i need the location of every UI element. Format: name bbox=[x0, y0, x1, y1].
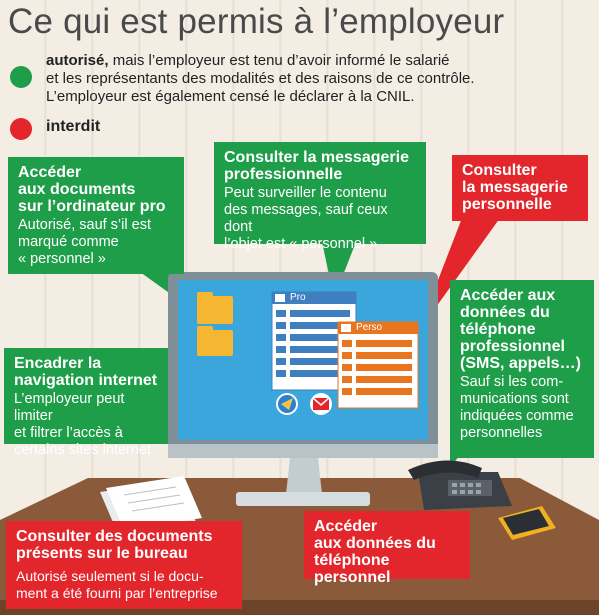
callout-heading: la messagerie bbox=[462, 179, 568, 196]
callout-heading: (SMS, appels…) bbox=[460, 355, 581, 372]
callout-heading: Consulter la messagerie bbox=[224, 149, 409, 166]
callout-heading: professionnelle bbox=[224, 166, 343, 183]
page-title: Ce qui est permis à l’employeur bbox=[8, 2, 505, 41]
callout-messagerie-perso bbox=[452, 155, 588, 221]
legend-forbidden: interdit bbox=[46, 118, 101, 135]
callout-documents-ordinateur bbox=[8, 157, 184, 274]
callout-telephone-pro bbox=[450, 280, 594, 458]
callout-heading: aux données du bbox=[314, 535, 436, 552]
callout-body: Autorisé, sauf s’il est bbox=[18, 217, 151, 233]
window-pro-title: Pro bbox=[290, 292, 306, 303]
callout-body: l’objet est « personnel » bbox=[224, 236, 378, 252]
callout-heading: aux documents bbox=[18, 181, 136, 198]
callout-heading: Consulter des documents bbox=[16, 528, 213, 545]
browser-icon bbox=[276, 393, 298, 415]
callout-heading: Accéder bbox=[314, 518, 378, 535]
mail-icon bbox=[310, 393, 332, 415]
callout-body: Sauf si les com- bbox=[460, 374, 564, 390]
callout-navigation-internet bbox=[4, 348, 168, 458]
callout-heading: téléphone bbox=[460, 321, 536, 338]
monitor-base bbox=[236, 492, 370, 506]
callout-body: Peut surveiller le contenu bbox=[224, 185, 387, 201]
monitor-stand bbox=[286, 458, 322, 494]
callout-heading: présents sur le bureau bbox=[16, 545, 188, 562]
callout-heading: données du bbox=[460, 304, 550, 321]
legend-authorized-line2: et les représentants des modalités et des raisons de ce contrôle. bbox=[46, 70, 475, 87]
callout-body: personnelles bbox=[460, 425, 543, 441]
legend-authorized-line3: L’employeur est également censé le déclarer à la CNIL. bbox=[46, 88, 415, 105]
callout-messagerie-pro bbox=[214, 142, 426, 252]
callout-heading: Consulter bbox=[462, 162, 537, 179]
desk-phone bbox=[408, 460, 512, 510]
callout-body: indiquées comme bbox=[460, 408, 574, 424]
window-perso-title: Perso bbox=[356, 322, 383, 333]
legend-authorized-bold: autorisé, bbox=[46, 52, 109, 69]
callout-heading: personnelle bbox=[462, 196, 552, 213]
callout-body: marqué comme bbox=[18, 234, 119, 250]
callout-heading: Accéder aux bbox=[460, 287, 556, 304]
callout-body: Autorisé seulement si le docu- bbox=[16, 568, 204, 584]
callout-documents-bureau bbox=[6, 521, 242, 609]
legend-authorized-line1: mais l’employeur est tenu d’avoir informé le salarié bbox=[108, 52, 450, 69]
callout-heading: Encadrer la bbox=[14, 355, 102, 372]
callout-heading: téléphone personnel bbox=[314, 552, 391, 586]
callout-body: et filtrer l’accès à bbox=[14, 425, 123, 441]
callout-body: L’employeur peut limiter bbox=[14, 391, 125, 424]
callout-body: munications sont bbox=[460, 391, 569, 407]
callout-body: des messages, sauf ceux dont bbox=[224, 202, 388, 235]
callout-heading: navigation internet bbox=[14, 372, 158, 389]
callout-body: « personnel » bbox=[18, 251, 106, 267]
callout-body: ment a été fourni par l’entreprise bbox=[16, 585, 218, 601]
callout-heading: professionnel bbox=[460, 338, 565, 355]
callout-body: certains sites internet bbox=[14, 442, 152, 458]
folder-icon bbox=[197, 292, 233, 356]
callout-heading: Accéder bbox=[18, 164, 82, 181]
callout-telephone-perso bbox=[304, 511, 470, 586]
callout-heading: sur l’ordinateur pro bbox=[18, 198, 166, 215]
